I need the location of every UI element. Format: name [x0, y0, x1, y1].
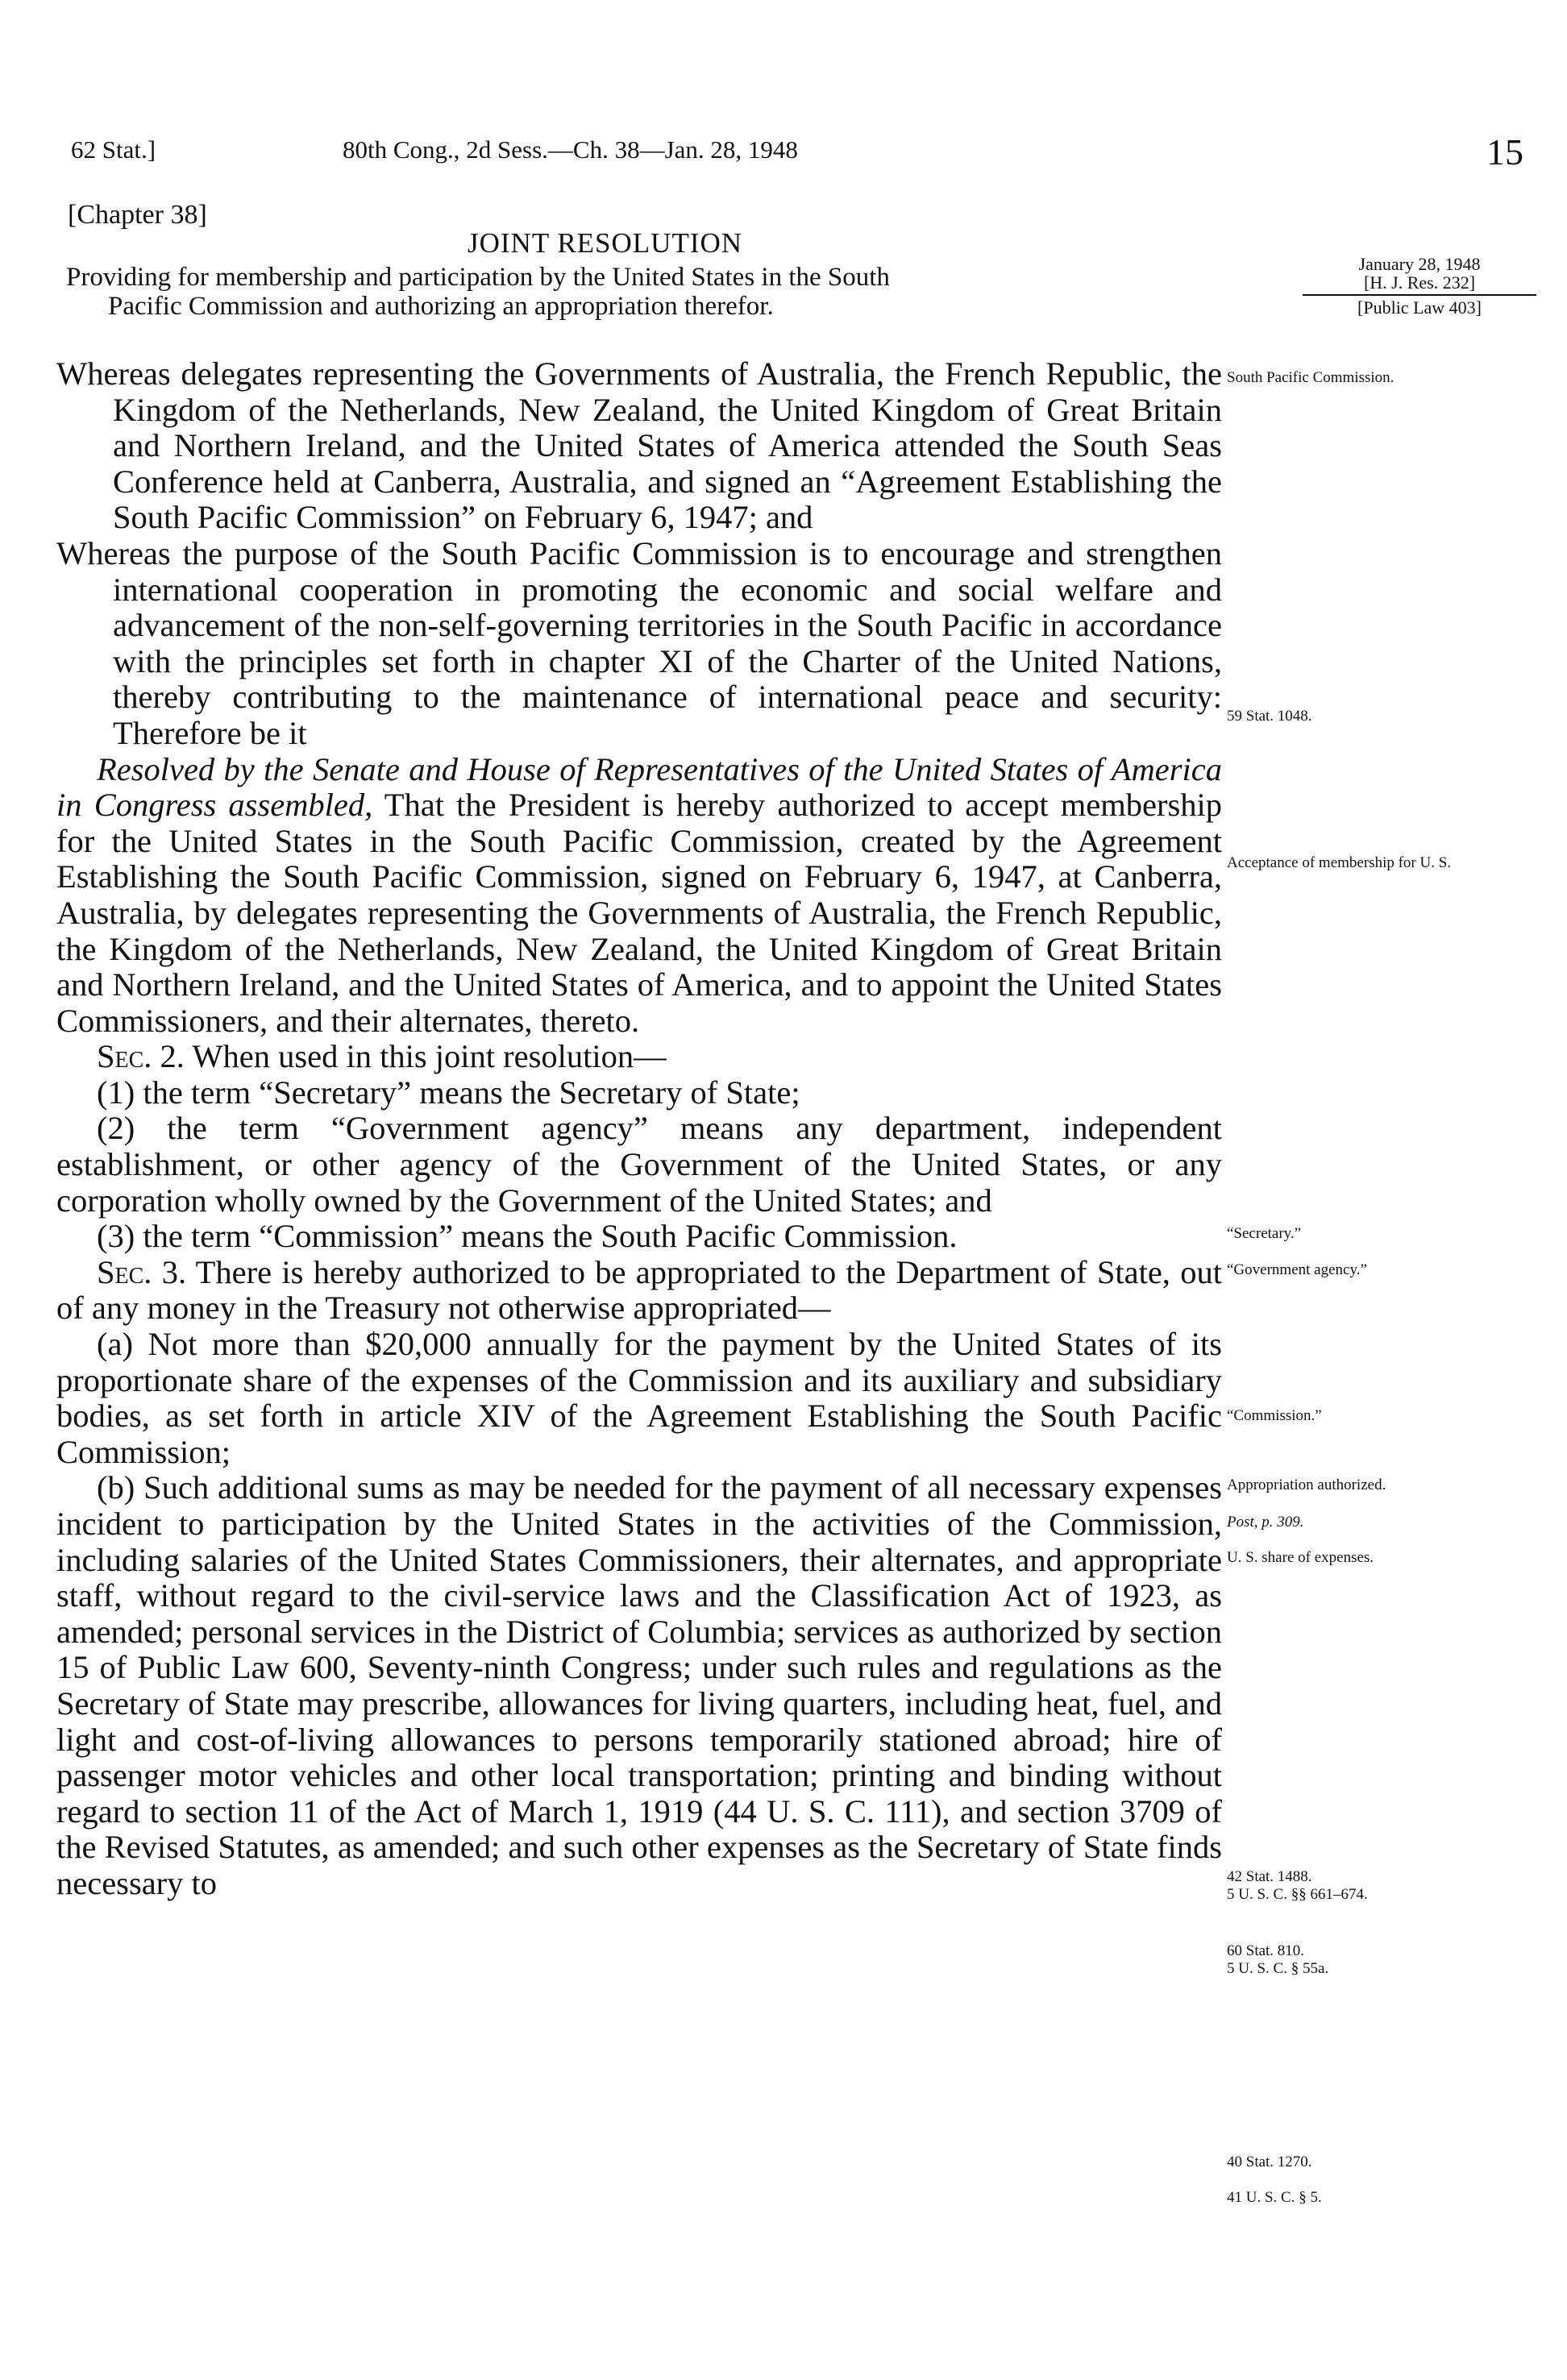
- page-number: 15: [1486, 131, 1523, 172]
- section-3-intro: There is hereby authorized to be appropriated to the Department of State, out of any money in the Treasury not otherwise appropriated—: [56, 1253, 1222, 1327]
- margin-note-us-share: U. S. share of expenses.: [1227, 1549, 1374, 1566]
- purpose-line-2: Pacific Commission and authorizing an appropriation therefor.: [108, 292, 774, 321]
- margin-note-post-reference: Post, p. 309.: [1227, 1514, 1304, 1531]
- margin-note-usc-661: 5 U. S. C. §§ 661–674.: [1227, 1886, 1368, 1903]
- divider: [1303, 294, 1536, 296]
- purpose-line-1: Providing for membership and participation by the United States in the South: [66, 263, 890, 292]
- paragraph-b: (b) Such additional sums as may be needed for the payment of all necessary expenses incident to participation by the United States in the activities of the Commission, including salaries of the United States Commissioners, their alternates, and appropriate staff, without regard to the civil-service laws and the Classification Act of 1923, as amended; personal services in the District of Columbia; services as authorized by section 15 of Public Law 600, Seventy-ninth Congress; under such rules and regulations as the Secretary of State may prescribe, allowances for living quarters, including heat, fuel, and light and cost-of-living allowances to persons temporarily stationed abroad; hire of passenger motor vehicles and other local transportation; printing and binding without regard to section 11 of the Act of March 1, 1919 (44 U. S. C. 111), and section 3709 of the Revised Statutes, as amended; and such other expenses as the Secretary of State finds necessary to: [56, 1469, 1222, 1901]
- section-2-label: Sec. 2.: [97, 1038, 185, 1075]
- public-law-number: [Public Law 403]: [1357, 297, 1482, 318]
- enactment-info: [1303, 255, 1536, 317]
- enactment-date: January 28, 1948: [1358, 254, 1481, 274]
- resolution-purpose: [66, 263, 1219, 321]
- enacting-formula: Resolved by the Senate and House of Representatives of the United States of America in Congress assembled,: [56, 750, 1222, 824]
- margin-note-stat-1488: 42 Stat. 1488.: [1227, 1868, 1312, 1885]
- whereas-clause-2: Whereas the purpose of the South Pacific Commission is to encourage and strengthen international cooperation in promoting the economic and social welfare and advancement of the non-self-governing territories in the South Pacific in accordance with the principles set forth in chapter XI of the Charter of the United Nations, thereby contributing to the maintenance of international peace and security: Therefore be it: [56, 534, 1222, 751]
- resolving-clause: [56, 752, 1222, 1040]
- margin-note-government-agency: “Government agency.”: [1227, 1261, 1367, 1278]
- margin-note-usc-5: 41 U. S. C. § 5.: [1227, 2189, 1322, 2206]
- definition-secretary: (1) the term “Secretary” means the Secretary of State;: [97, 1074, 800, 1111]
- margin-note-usc-55a: 5 U. S. C. § 55a.: [1227, 1960, 1329, 1977]
- margin-note-secretary: “Secretary.”: [1227, 1225, 1302, 1242]
- resolution-body: [56, 356, 1222, 1902]
- section-3-label: Sec. 3.: [97, 1253, 187, 1290]
- running-header: [0, 131, 1567, 184]
- definition-government-agency: (2) the term “Government agency” means any department, independent establishment, or other agency of the Government of the United States, or any corporation wholly owned by the Government of the United States; and: [56, 1110, 1222, 1219]
- hjres-number: [H. J. Res. 232]: [1363, 272, 1476, 293]
- margin-note-south-pacific: South Pacific Commission.: [1227, 369, 1395, 386]
- statute-volume: 62 Stat.]: [71, 135, 156, 164]
- joint-resolution-title: JOINT RESOLUTION: [468, 227, 743, 259]
- chapter-label: [Chapter 38]: [68, 200, 207, 230]
- definition-commission: (3) the term “Commission” means the South Pacific Commission.: [97, 1218, 958, 1255]
- section-3: [56, 1255, 1222, 1327]
- paragraph-a: (a) Not more than $20,000 annually for the payment by the United States of its proportionate share of the expenses of the Commission and its auxiliary and subsidiary bodies, as set forth in article XIV of the Agreement Establishing the South Pacific Commission;: [56, 1326, 1222, 1470]
- session-citation: 80th Cong., 2d Sess.—Ch. 38—Jan. 28, 1948: [343, 135, 798, 164]
- margin-note-stat-810: 60 Stat. 810.: [1227, 1942, 1305, 1959]
- margin-note-commission: “Commission.”: [1227, 1407, 1322, 1424]
- section-2: [56, 1039, 1222, 1075]
- whereas-clause-1: Whereas delegates representing the Governments of Australia, the French Republic, the Kingdom of the Netherlands, New Zealand, the United Kingdom of Great Britain and Northern Ireland, and the United States of America attended the South Seas Conference held at Canberra, Australia, and signed an “Agreement Establishing the South Pacific Commission” on February 6, 1947; and: [56, 355, 1222, 536]
- margin-note-appropriation: Appropriation authorized.: [1227, 1477, 1386, 1493]
- margin-note-stat-1048: 59 Stat. 1048.: [1227, 708, 1312, 725]
- section-2-intro: When used in this joint resolution—: [184, 1038, 667, 1075]
- margin-note-stat-1270: 40 Stat. 1270.: [1227, 2154, 1312, 2170]
- margin-note-acceptance: Acceptance of membership for U. S.: [1227, 854, 1452, 871]
- resolving-text: That the President is hereby authorized to accept membership for the United States in the South Pacific Commission, created by the Agreement Establishing the South Pacific Commission, signed on February 6, 1947, at Canberra, Australia, by delegates representing the Governments of Australia, the French Republic, the Kingdom of the Netherlands, New Zealand, the United Kingdom of Great Britain and Northern Ireland, and the United States of America, and to appoint the United States Commissioners, and their alternates, thereto.: [56, 787, 1222, 1039]
